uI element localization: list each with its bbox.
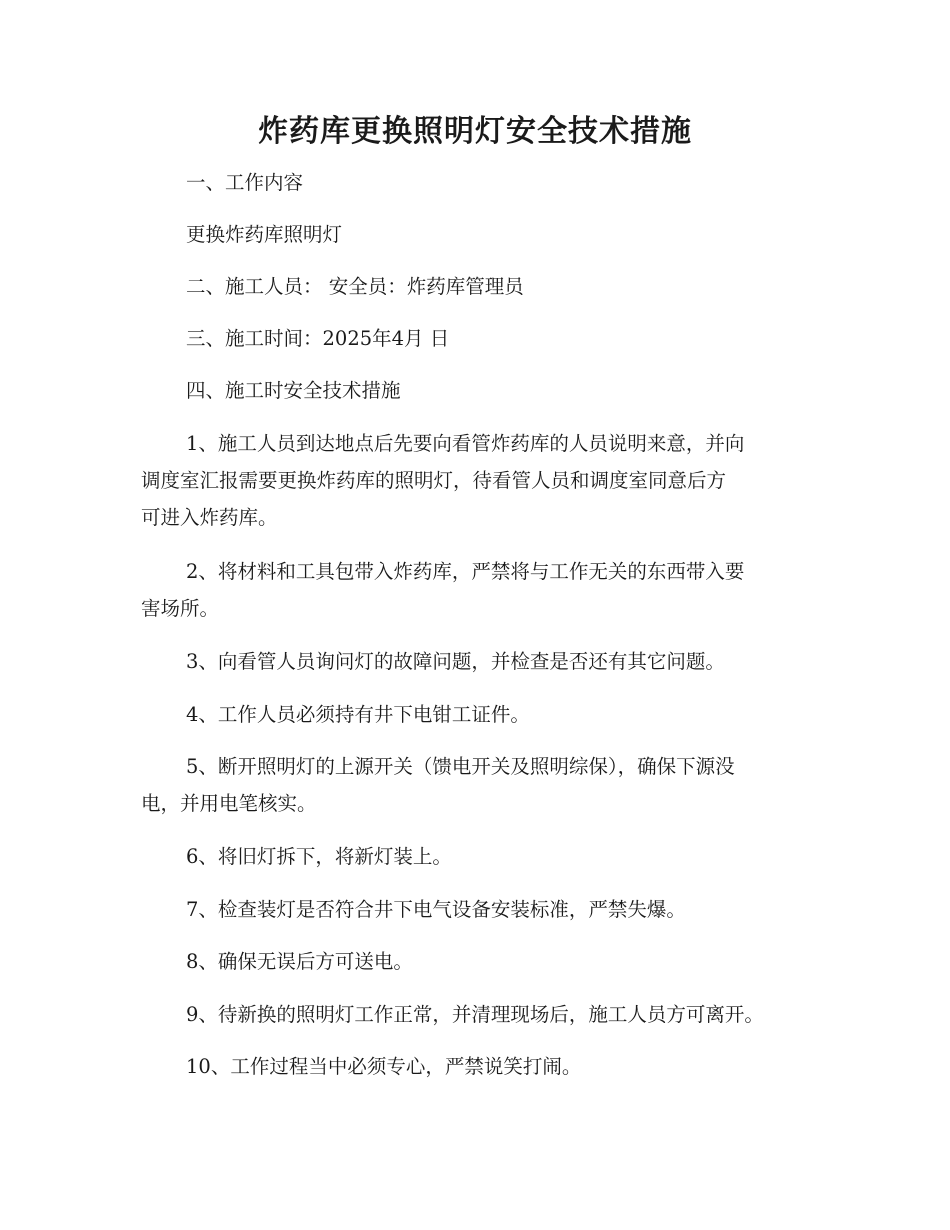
item-2-line-2: 害场所。: [141, 597, 220, 620]
item-2-line-1: 2、将材料和工具包带入炸药库，严禁将与工作无关的东西带入要: [186, 560, 745, 583]
item-10-line-1: 10、工作过程当中必须专心，严禁说笑打闹。: [186, 1055, 582, 1078]
item-7-line-1: 7、检查装灯是否符合井下电气设备安装标准，严禁失爆。: [186, 898, 686, 921]
item-8-line-1: 8、确保无误后方可送电。: [186, 950, 413, 973]
section-3-time: 三、施工时间：2025年4月 日: [186, 327, 450, 350]
item-1-line-2: 调度室汇报需要更换炸药库的照明灯，待看管人员和调度室同意后方: [141, 469, 727, 492]
document-title: 炸药库更换照明灯安全技术措施: [258, 114, 692, 149]
item-6-line-1: 6、将旧灯拆下，将新灯装上。: [186, 845, 452, 868]
item-5-line-1: 5、断开照明灯的上源开关（馈电开关及照明综保），确保下源没: [186, 755, 735, 778]
section-1-body: 更换炸药库照明灯: [186, 223, 343, 246]
item-1-line-3: 可进入炸药库。: [141, 506, 278, 529]
section-4-heading: 四、施工时安全技术措施: [186, 379, 401, 402]
item-9-line-1: 9、待新换的照明灯工作正常，并清理现场后，施工人员方可离开。: [186, 1003, 764, 1026]
item-1-line-1: 1、施工人员到达地点后先要向看管炸药库的人员说明来意，并向: [186, 432, 745, 455]
section-2-personnel: 二、施工人员： 安全员：炸药库管理员: [186, 275, 524, 298]
item-4-line-1: 4、工作人员必须持有井下电钳工证件。: [186, 703, 530, 726]
section-1-heading: 一、工作内容: [186, 171, 304, 194]
item-3-line-1: 3、向看管人员询问灯的故障问题，并检查是否还有其它问题。: [186, 650, 725, 673]
item-5-line-2: 电，并用电笔核实。: [141, 792, 317, 815]
